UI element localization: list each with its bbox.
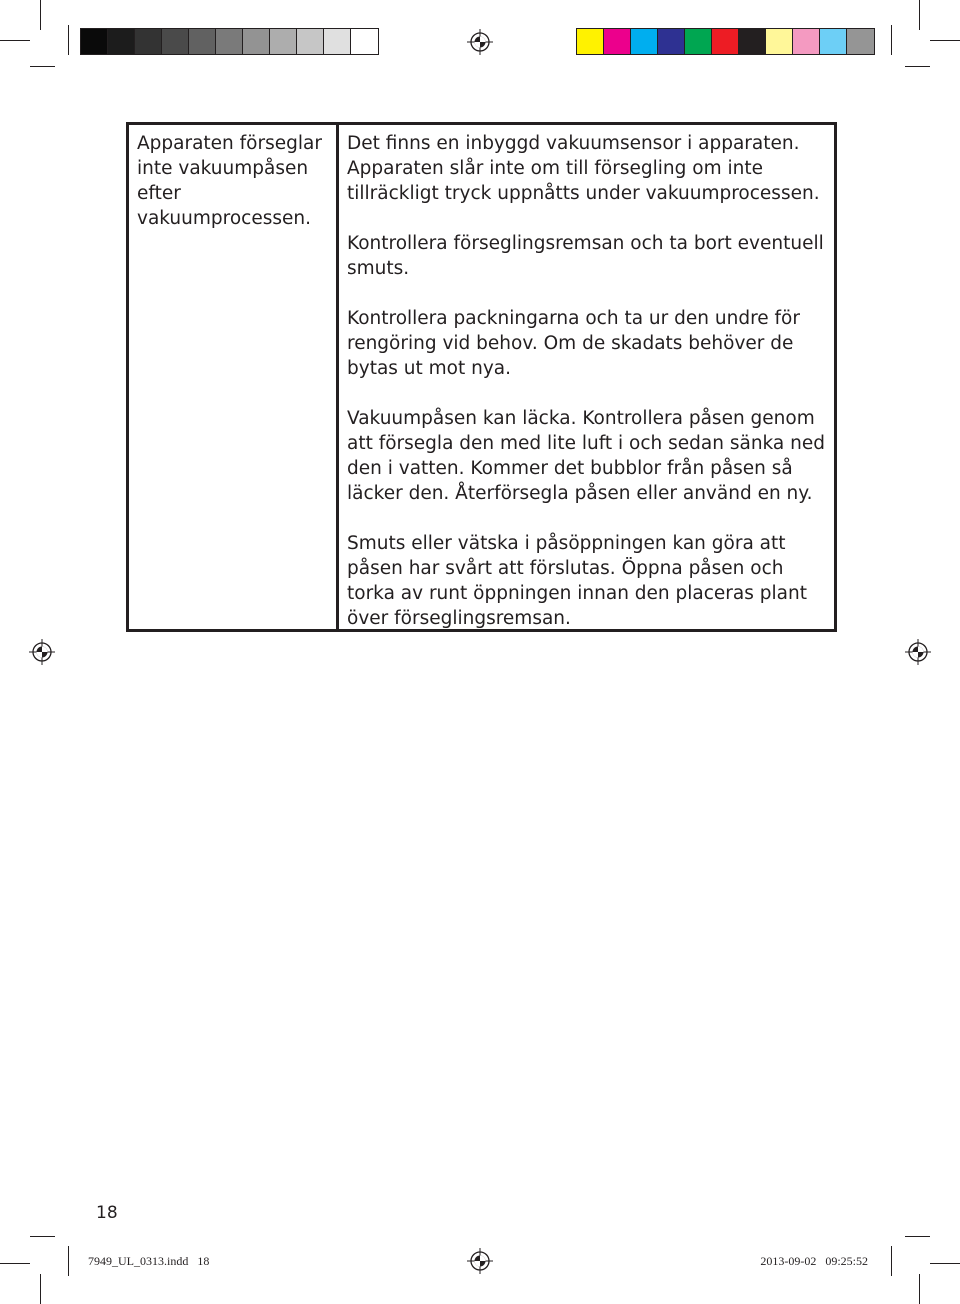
print-timestamp: 2013-09-02 09:25:52 [760,1254,868,1268]
crop-mark [905,1236,930,1237]
crop-mark [30,1236,55,1237]
solution-paragraph: Smuts eller vätska i påsöppningen kan göra att påsen har svårt att förslutas. Öppna påsen och torka av runt öppningen innan den placeras plant över förseglingsremsan. [347,533,807,629]
color-bar [576,28,875,55]
crop-mark [68,25,69,55]
crop-mark [919,0,920,30]
crop-mark [0,40,30,41]
color-swatch [604,29,631,54]
color-swatch [162,29,189,54]
crop-mark [919,1274,920,1304]
color-swatch [577,29,604,54]
color-swatch [81,29,108,54]
color-swatch [793,29,820,54]
color-swatch [766,29,793,54]
crop-mark [30,66,55,67]
crop-mark [0,1263,30,1264]
color-swatch [243,29,270,54]
troubleshooting-table [126,122,837,632]
crop-mark [891,25,892,55]
registration-mark-icon [467,29,493,55]
color-swatch [270,29,297,54]
solution-cell [339,125,834,629]
crop-mark [40,1274,41,1304]
crop-mark [40,0,41,30]
color-swatch [739,29,766,54]
color-swatch [658,29,685,54]
color-swatch [135,29,162,54]
color-swatch [351,29,378,54]
color-swatch [712,29,739,54]
color-swatch [685,29,712,54]
registration-mark-icon [29,639,55,665]
color-swatch [324,29,351,54]
registration-mark-icon [467,1248,493,1274]
grayscale-bar [80,28,379,55]
page-number: 18 [96,1203,118,1223]
solution-paragraph: Vakuumpåsen kan läcka. Kontrollera påsen genom att försegla den med lite luft i och sedan sänka ned den i vatten. Kommer det bubblor från påsen så läcker den. Återförsegla påsen eller använd en ny. [347,408,826,504]
solution-paragraph: Det finns en inbyggd vakuumsensor i apparaten. Apparaten slår inte om till försegling om inte tillräckligt tryck uppnåtts under vakuumprocessen. [347,133,820,204]
color-swatch [108,29,135,54]
color-swatch [631,29,658,54]
solution-paragraph: Kontrollera packningarna och ta ur den undre för rengöring vid behov. Om de skadats behöver de bytas ut mot nya. [347,308,800,379]
crop-mark [930,40,960,41]
color-swatch [847,29,874,54]
crop-mark [68,1246,69,1276]
color-swatch [216,29,243,54]
color-swatch [297,29,324,54]
crop-mark [891,1246,892,1276]
crop-mark [905,66,930,67]
problem-cell: Apparaten förseglar inte vakuumpåsen efter vakuumprocessen. [129,125,339,629]
color-swatch [820,29,847,54]
registration-mark-icon [905,639,931,665]
file-slug: 7949_UL_0313.indd 18 [88,1254,210,1268]
solution-paragraph: Kontrollera förseglingsremsan och ta bort eventuell smuts. [347,233,824,279]
crop-mark [930,1263,960,1264]
color-swatch [189,29,216,54]
